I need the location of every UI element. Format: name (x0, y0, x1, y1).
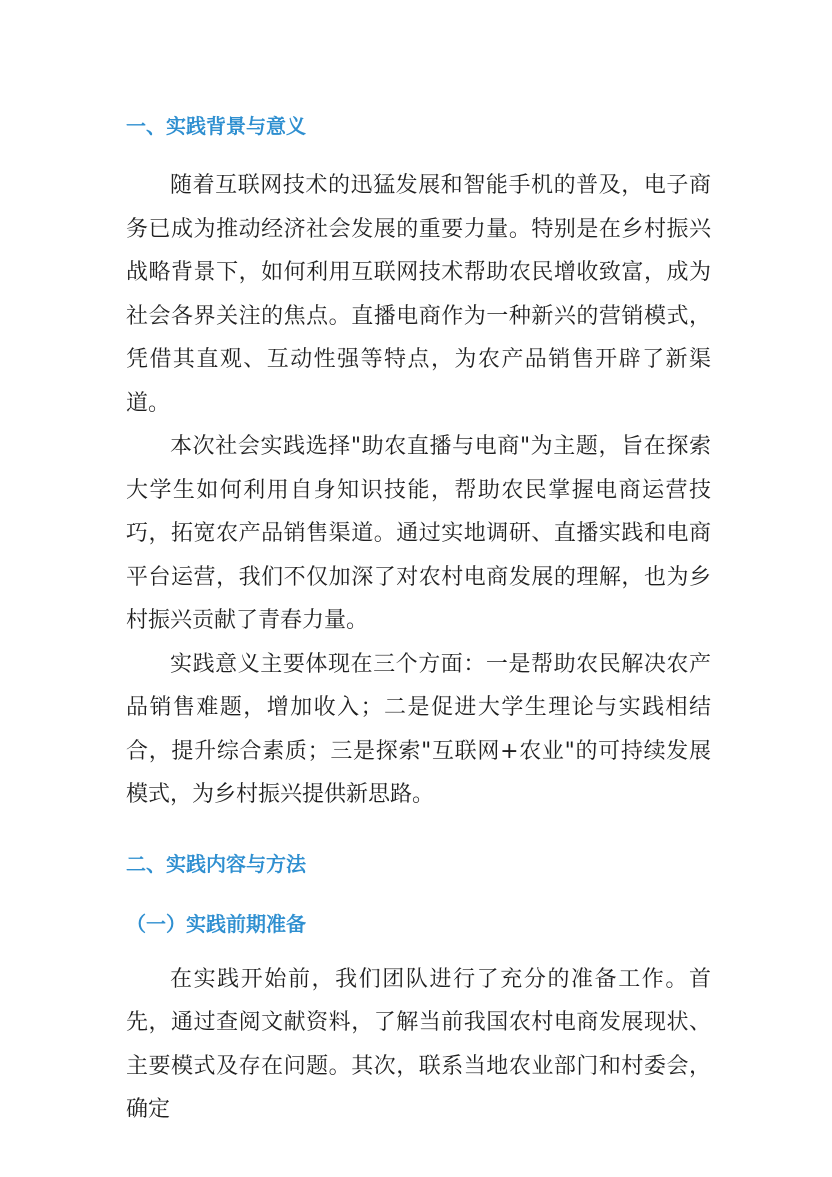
section-heading-background: 一、实践背景与意义 (126, 114, 306, 138)
document-page (126, 100, 711, 1132)
paragraph-background-3: 实践意义主要体现在三个方面：一是帮助农民解决农产品销售难题，增加收入；二是促进大学生理论与实践相结合，提升综合素质；三是探索"互联网+农业"的可持续发展模式，为乡村振兴提供新思路。 (126, 651, 711, 807)
paragraph-preparation-1: 在实践开始前，我们团队进行了充分的准备工作。首先，通过查阅文献资料，了解当前我国农村电商发展现状、主要模式及存在问题。其次，联系当地农业部门和村委会，确定 (126, 966, 711, 1122)
paragraph-background-1: 随着互联网技术的迅猛发展和智能手机的普及，电子商务已成为推动经济社会发展的重要力量。特别是在乡村振兴战略背景下，如何利用互联网技术帮助农民增收致富，成为社会各界关注的焦点。直播电商作为一种新兴的营销模式，凭借其直观、互动性强等特点，为农产品销售开辟了新渠道。 (126, 173, 711, 416)
subsection-heading-preparation: （一）实践前期准备 (126, 911, 306, 936)
paragraph-background-2: 本次社会实践选择"助农直播与电商"为主题，旨在探索大学生如何利用自身知识技能，帮助农民掌握电商运营技巧，拓宽农产品销售渠道。通过实地调研、直播实践和电商平台运营，我们不仅加深了对农村电商发展的理解，也为乡村振兴贡献了青春力量。 (126, 434, 711, 633)
section-heading-content-methods: 二、实践内容与方法 (126, 851, 306, 876)
